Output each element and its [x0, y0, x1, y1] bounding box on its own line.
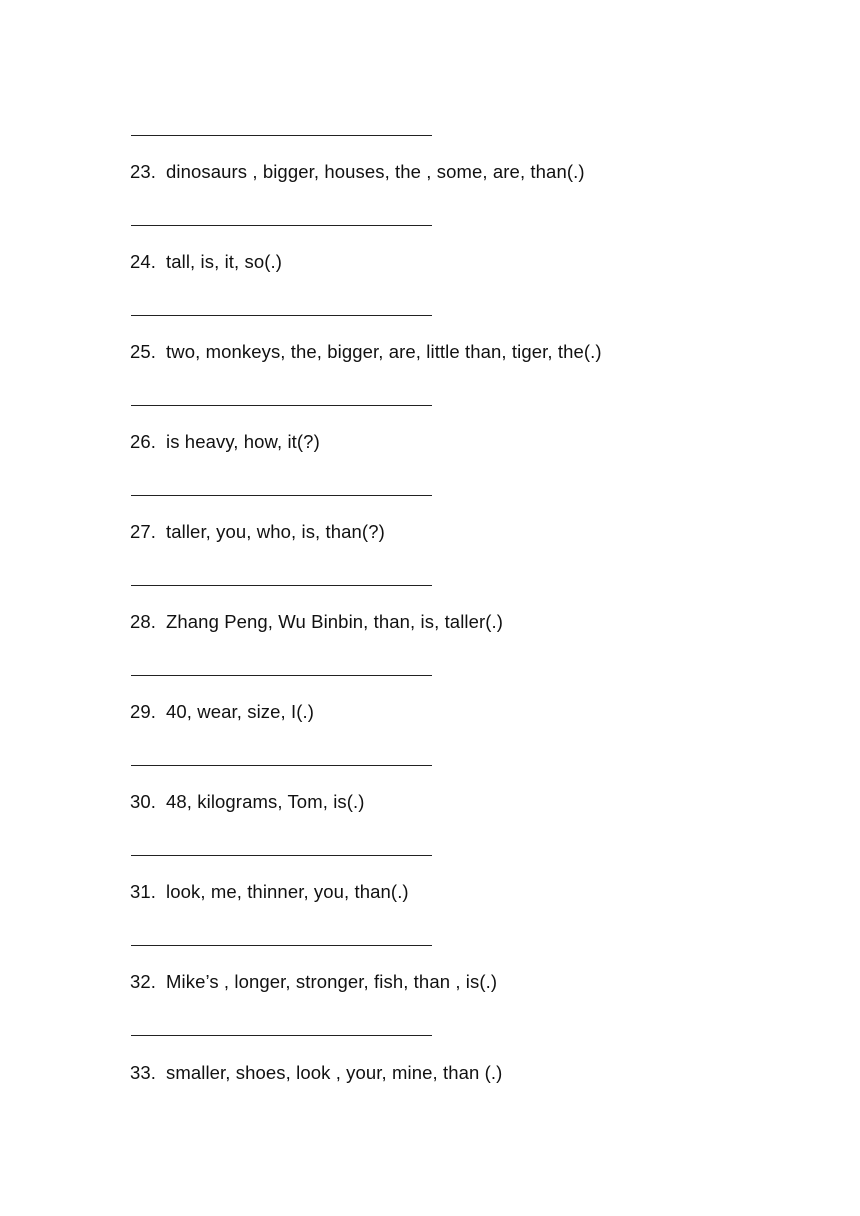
question-number: 28. [130, 611, 157, 632]
question-number: 24. [130, 251, 157, 272]
question-32 [130, 970, 497, 994]
question-31 [130, 880, 409, 904]
question-number: 32. [130, 971, 157, 992]
question-text: is heavy, how, it(?) [166, 431, 320, 452]
question-number: 31. [130, 881, 157, 902]
question-number: 23. [130, 161, 157, 182]
answer-line-27 [131, 585, 432, 586]
question-number: 33. [130, 1062, 157, 1083]
answer-line-25 [131, 405, 432, 406]
answer-line-29 [131, 765, 432, 766]
question-24 [130, 250, 282, 274]
question-33 [130, 1061, 502, 1085]
question-number: 26. [130, 431, 157, 452]
answer-line-30 [131, 855, 432, 856]
question-text: look, me, thinner, you, than(.) [166, 881, 409, 902]
question-text: dinosaurs , bigger, houses, the , some, are, than(.) [166, 161, 585, 182]
question-text: 48, kilograms, Tom, is(.) [166, 791, 365, 812]
question-30 [130, 790, 365, 814]
question-27 [130, 520, 385, 544]
answer-line-32 [131, 1035, 432, 1036]
question-26 [130, 430, 320, 454]
question-number: 25. [130, 341, 157, 362]
question-number: 27. [130, 521, 157, 542]
answer-line-24 [131, 315, 432, 316]
question-text: two, monkeys, the, bigger, are, little than, tiger, the(.) [166, 341, 602, 362]
question-number: 30. [130, 791, 157, 812]
answer-line-28 [131, 675, 432, 676]
question-number: 29. [130, 701, 157, 722]
answer-line-31 [131, 945, 432, 946]
question-25 [130, 340, 602, 364]
question-text: tall, is, it, so(.) [166, 251, 282, 272]
answer-line-22 [131, 135, 432, 136]
question-text: 40, wear, size, I(.) [166, 701, 314, 722]
question-text: taller, you, who, is, than(?) [166, 521, 385, 542]
question-text: Zhang Peng, Wu Binbin, than, is, taller(.) [166, 611, 504, 632]
question-23 [130, 160, 585, 184]
question-text: Mike’s , longer, stronger, fish, than , is(.) [166, 971, 498, 992]
question-29 [130, 700, 314, 724]
answer-line-23 [131, 225, 432, 226]
question-28 [130, 610, 503, 634]
question-text: smaller, shoes, look , your, mine, than (.) [166, 1062, 503, 1083]
answer-line-26 [131, 495, 432, 496]
